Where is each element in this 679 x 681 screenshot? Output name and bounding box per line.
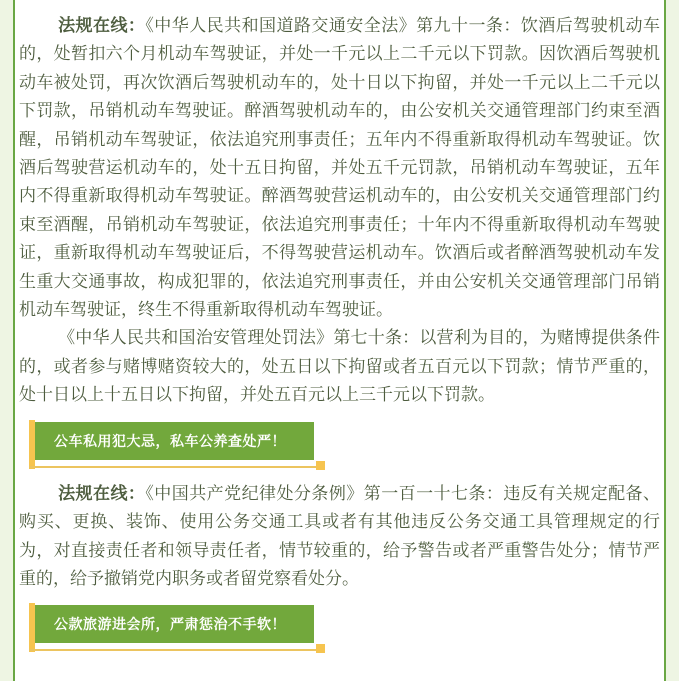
banner-accent-bar — [29, 603, 35, 652]
banner-label: 公车私用犯大忌，私车公养查处严！ — [54, 432, 286, 449]
paragraph-road-traffic-law — [19, 12, 660, 324]
banner-box — [35, 422, 314, 460]
paragraph-text: 《中国共产党纪律处分条例》第一百一十七条：违反有关规定配备、购买、更换、装饰、使用公务交通工具或者有其他违反公务交通工具管理规定的行为，对直接责任者和领导责任者，情节较重的，给予警告或者严重警告处分；情节严重的，给予撤销党内职务或者留党察看处分。 — [19, 483, 660, 588]
banner-corner-square — [316, 461, 325, 470]
banner-underline — [29, 466, 317, 468]
article-content-panel — [13, 0, 666, 681]
paragraph-text: 《中华人民共和国道路交通安全法》第九十一条：饮酒后驾驶机动车的，处暂扣六个月机动车驾驶证，并处一千元以上二千元以下罚款。因饮酒后驾驶机动车被处罚，再次饮酒后驾驶机动车的，处十日以下拘留，并处一千元以上二千元以下罚款，吊销机动车驾驶证。醉酒驾驶机动车的，由公安机关交通管理部门约束至酒醒，吊销机动车驾驶证，依法追究刑事责任；五年内不得重新取得机动车驾驶证。饮酒后驾驶营运机动车的，处十五日拘留，并处五千元罚款，吊销机动车驾驶证，五年内不得重新取得机动车驾驶证。醉酒驾驶营运机动车的，由公安机关交通管理部门约束至酒醒，吊销机动车驾驶证，依法追究刑事责任；十年内不得重新取得机动车驾驶证，重新取得机动车驾驶证后，不得驾驶营运机动车。饮酒后或者醉酒驾驶机动车发生重大交通事故，构成犯罪的，依法追究刑事责任，并由公安机关交通管理部门吊销机动车驾驶证，终生不得重新取得机动车驾驶证。 — [19, 16, 660, 320]
slogan-banner-public-funds — [29, 605, 314, 652]
paragraph-lead: 法规在线： — [58, 483, 146, 503]
paragraph-text: 《中华人民共和国治安管理处罚法》第七十条：以营利为目的，为赌博提供条件的，或者参与赌博赌资较大的，处五日以下拘留或者五百元以下罚款；情节严重的，处十日以上十五日以下拘留，并处五百元以上三千元以下罚款。 — [19, 328, 660, 405]
banner-corner-square — [316, 644, 325, 653]
banner-box — [35, 605, 314, 643]
banner-accent-bar — [29, 420, 35, 469]
paragraph-party-discipline — [19, 480, 660, 594]
slogan-banner-private-use — [29, 422, 314, 469]
paragraph-public-security-law — [19, 324, 660, 409]
banner-underline — [29, 649, 317, 651]
paragraph-lead: 法规在线： — [58, 16, 146, 35]
banner-label: 公款旅游进会所，严肃惩治不手软！ — [54, 616, 286, 633]
